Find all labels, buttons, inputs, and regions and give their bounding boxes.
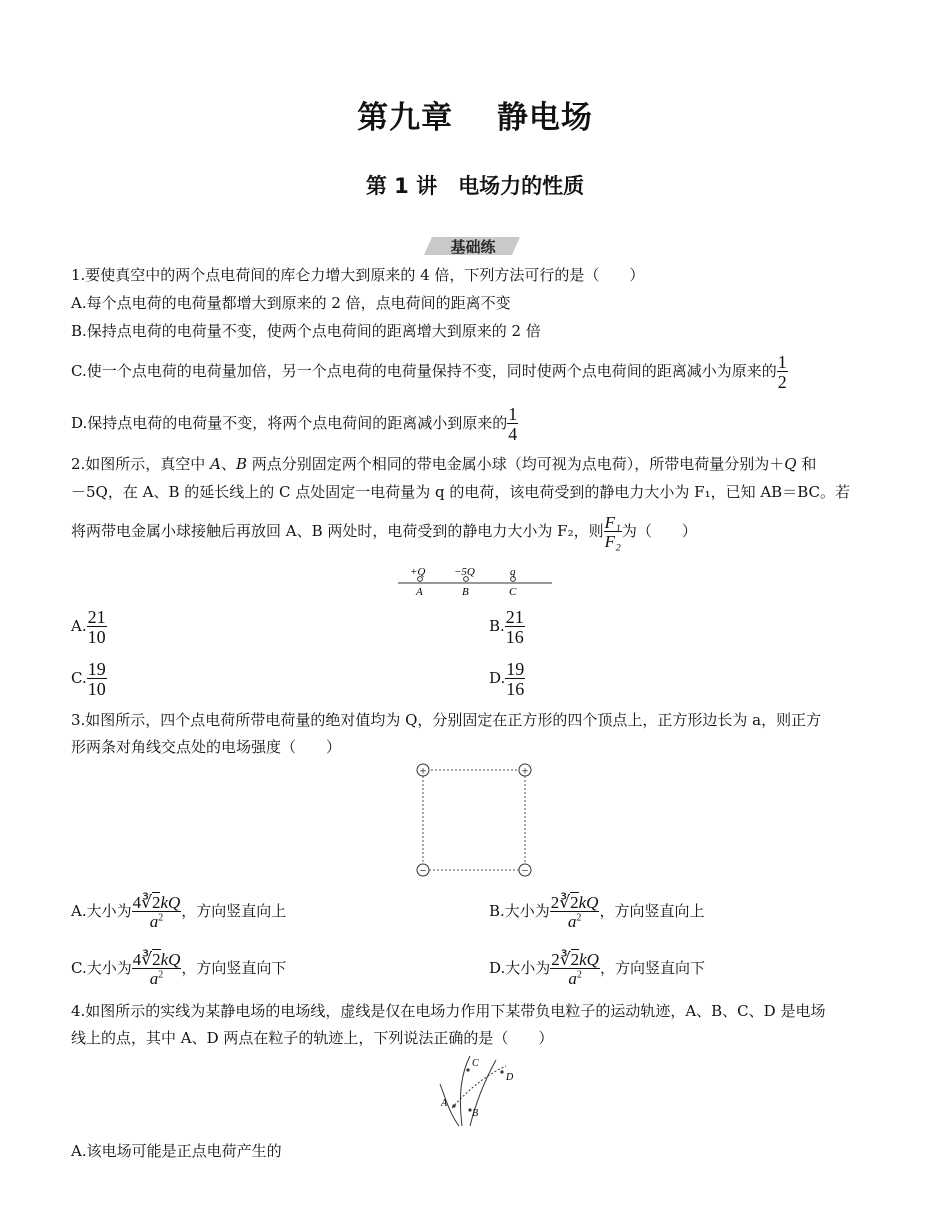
coefficient: 2 — [550, 893, 560, 912]
q1-option-d-fraction — [507, 405, 518, 443]
option-suffix: ，方向竖直向下 — [599, 959, 705, 977]
fraction-denominator: 4 — [508, 424, 518, 444]
italic-run: Q — [784, 455, 797, 473]
q4-line-2: 线上的点，其中 A、D 两点在粒子的轨迹上，下列说法正确的是（ ） — [71, 1029, 554, 1047]
variable: kQ — [160, 950, 181, 969]
text-run: 、 — [220, 455, 236, 473]
fraction-denominator — [550, 968, 600, 987]
label-a: A — [441, 1098, 448, 1109]
charge-top-left — [417, 764, 429, 778]
charge-top-right — [519, 764, 531, 778]
q2-option-b — [489, 605, 525, 647]
q3-option-d — [489, 942, 705, 994]
radical-icon: ∛ — [559, 950, 571, 969]
coefficient: 2 — [551, 950, 560, 969]
text-run: 和 — [796, 455, 817, 473]
q2-option-d — [489, 657, 525, 699]
option-fraction — [550, 951, 600, 987]
q2-option-c — [71, 657, 107, 699]
option-fraction — [87, 608, 107, 646]
fraction-numerator: 19 — [506, 659, 525, 679]
option-letter: D. — [489, 669, 506, 687]
fraction-denominator — [132, 911, 182, 930]
label-point-a: A — [416, 586, 423, 598]
fraction-denominator — [550, 911, 600, 930]
fraction-denominator: 10 — [87, 627, 106, 647]
radicand: 2 — [570, 893, 579, 912]
text-run: 两点分别固定两个相同的带电金属小球（均可视为点电荷），所带电荷量分别为＋ — [246, 455, 785, 473]
point-c-dot — [466, 1068, 469, 1071]
fraction-numerator — [132, 951, 182, 968]
option-fraction — [132, 894, 182, 930]
q3-line-1: 3.如图所示，四个点电荷所带电荷量的绝对值均为 Q，分别固定在正方形的四个顶点上，正方形边长为 a，则正方 — [71, 711, 822, 729]
option-prefix: C.大小为 — [71, 959, 132, 977]
label-q: q — [510, 566, 516, 578]
fraction-numerator — [132, 894, 182, 911]
exponent: 2 — [158, 912, 164, 924]
radicand: 2 — [570, 950, 580, 969]
radical-icon: ∛ — [141, 950, 153, 969]
label-c: C — [472, 1058, 479, 1069]
text-run: 将两带电金属小球接触后再放回 A、B 两处时，电荷受到的静电力大小为 F₂，则 — [71, 522, 604, 540]
q1-stem: 1.要使真空中的两个点电荷间的库仑力增大到原来的 4 倍，下列方法可行的是（ ） — [71, 266, 645, 284]
fraction-denominator: 2 — [777, 372, 787, 392]
option-letter: B. — [489, 617, 505, 635]
section-badge-label: 基础练 — [450, 238, 496, 256]
charge-bottom-left — [417, 864, 429, 878]
option-suffix: ，方向竖直向上 — [181, 902, 287, 920]
exponent: 2 — [158, 969, 164, 981]
q2-line-2: －5Q，在 A、B 的延长线上的 C 点处固定一电荷量为 q 的电荷，该电荷受到的静电力大小为 F₁，已知 AB＝BC。若 — [71, 483, 850, 501]
q3-line-2: 形两条对角线交点处的电场强度（ ） — [71, 738, 342, 756]
fraction-denominator: F₂ — [604, 532, 621, 551]
q3-option-a — [71, 885, 286, 937]
option-fraction — [550, 894, 600, 930]
variable: kQ — [579, 950, 599, 969]
label-plus-q: +Q — [410, 566, 426, 578]
text-run: 2.如图所示，真空中 — [71, 455, 211, 473]
variable: a — [567, 912, 577, 931]
chapter-title: 第九章 静电场 — [357, 100, 593, 136]
option-fraction — [505, 608, 525, 646]
charge-sign: + — [419, 763, 427, 778]
q4-field-lines-figure — [432, 1052, 522, 1128]
variable: a — [568, 969, 577, 988]
option-letter: C. — [71, 669, 87, 687]
label-point-b: B — [462, 586, 469, 598]
q1-option-c — [71, 352, 788, 391]
option-fraction — [505, 660, 525, 698]
option-fraction — [132, 951, 182, 987]
q1-option-a: A.每个点电荷的电荷量都增大到原来的 2 倍，点电荷间的距离不变 — [71, 294, 511, 312]
variable: kQ — [160, 893, 181, 912]
variable: a — [149, 969, 159, 988]
coefficient: 4 — [132, 950, 142, 969]
q1-option-b: B.保持点电荷的电荷量不变，使两个点电荷间的距离增大到原来的 2 倍 — [71, 322, 541, 340]
q3-square-figure — [413, 760, 537, 880]
fraction-numerator — [550, 894, 600, 911]
q2-charges-figure — [396, 563, 556, 599]
field-line-middle — [460, 1056, 470, 1126]
option-suffix: ，方向竖直向上 — [599, 902, 705, 920]
fraction-denominator — [132, 968, 182, 987]
charge-sign: − — [521, 863, 529, 878]
fraction-denominator: 16 — [505, 627, 524, 647]
label-b: B — [472, 1108, 479, 1119]
variable: kQ — [578, 893, 599, 912]
q3-option-c — [71, 942, 286, 994]
fraction-numerator: 21 — [505, 607, 524, 627]
italic-run: B — [235, 455, 247, 473]
variable: a — [149, 912, 159, 931]
q2-ratio-fraction — [604, 514, 622, 550]
q1-option-c-text: C.使一个点电荷的电荷量加倍，另一个点电荷的电荷量保持不变，同时使两个点电荷间的距离减小为原来的 — [71, 362, 777, 380]
lesson-title: 第 1 讲 电场力的性质 — [365, 174, 585, 198]
q1-option-d-text: D.保持点电荷的电荷量不变，将两个点电荷间的距离减小到原来的 — [71, 414, 508, 432]
q3-option-b — [489, 885, 704, 937]
q1-option-c-fraction — [777, 353, 788, 391]
radical-icon: ∛ — [141, 893, 152, 912]
fraction-numerator: 21 — [87, 607, 106, 627]
charge-bottom-right — [519, 864, 531, 878]
fraction-numerator: 19 — [87, 659, 106, 679]
fraction-numerator: 1 — [508, 404, 518, 424]
q4-line-1: 4.如图所示的实线为某静电场的电场线，虚线是仅在电场力作用下某带负电粒子的运动轨迹，A、B、C、D 是电场 — [71, 1002, 826, 1020]
point-d-dot — [500, 1070, 503, 1073]
exponent: 2 — [576, 912, 582, 924]
radicand: 2 — [151, 893, 161, 912]
fraction-denominator: 16 — [506, 679, 525, 699]
radical-icon: ∛ — [559, 893, 571, 912]
option-prefix: D.大小为 — [489, 959, 551, 977]
italic-run: A — [210, 455, 221, 473]
q2-option-a — [71, 605, 107, 647]
section-badge — [424, 234, 522, 258]
fraction-denominator: 10 — [87, 679, 106, 699]
charge-sign: + — [521, 763, 529, 778]
fraction-numerator — [550, 951, 600, 968]
text-run: 为（ ） — [621, 522, 697, 540]
option-letter: A. — [71, 617, 87, 635]
label-minus-5q: −5Q — [454, 566, 475, 578]
fraction-numerator: F₁ — [604, 513, 621, 532]
option-fraction — [87, 660, 107, 698]
option-suffix: ，方向竖直向下 — [181, 959, 287, 977]
point-a-dot — [452, 1104, 455, 1107]
coefficient: 4 — [132, 893, 142, 912]
q2-line-3 — [71, 510, 697, 552]
q2-line-1 — [71, 454, 816, 474]
charge-sign: − — [419, 863, 427, 878]
label-point-c: C — [509, 586, 517, 598]
q1-option-d — [71, 404, 518, 443]
label-d: D — [506, 1072, 514, 1083]
option-prefix: B.大小为 — [489, 902, 550, 920]
exponent: 2 — [576, 969, 582, 981]
option-prefix: A.大小为 — [71, 902, 132, 920]
q4-option-a: A.该电场可能是正点电荷产生的 — [71, 1142, 282, 1160]
radicand: 2 — [152, 950, 161, 969]
fraction-numerator: 1 — [777, 352, 787, 372]
